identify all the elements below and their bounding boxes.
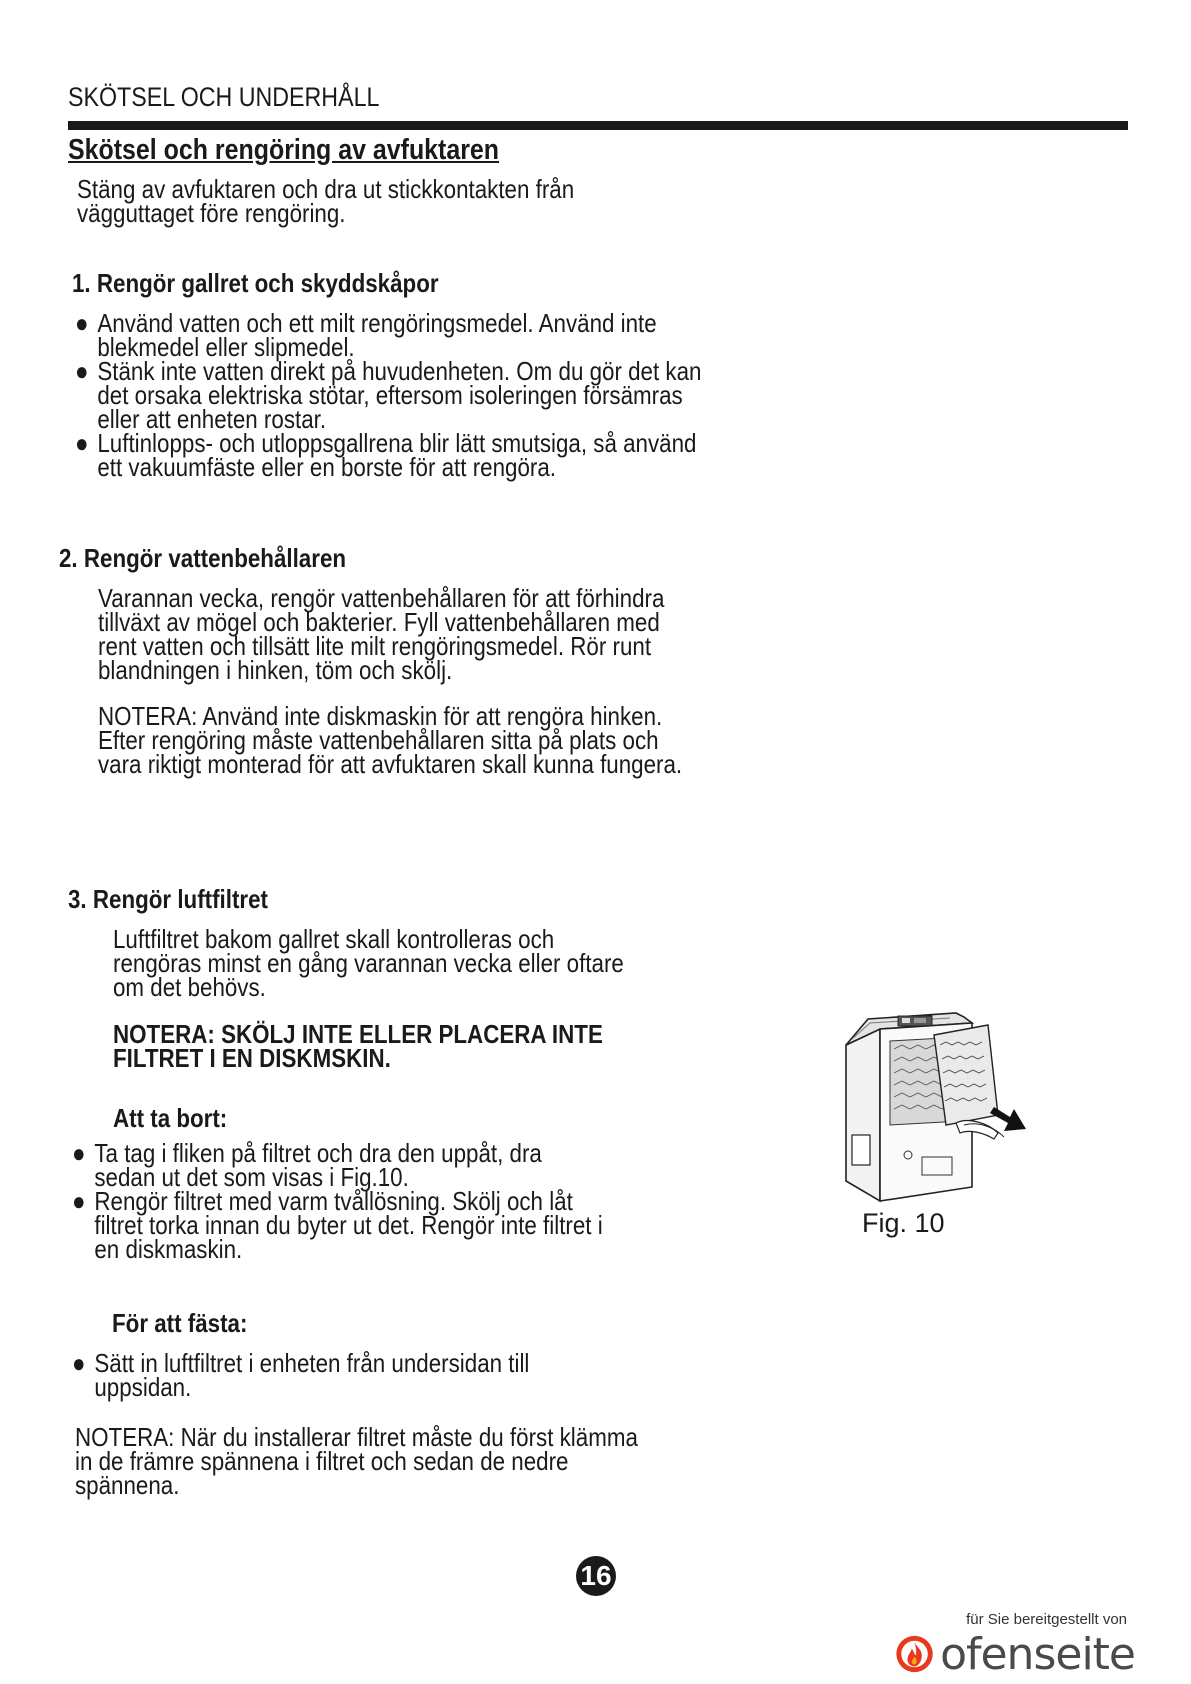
bullet-text: Luftinlopps- och utloppsgallrena blir lätt smutsiga, så använd [97, 428, 697, 458]
bullet-text: eller att enheten rostar. [97, 404, 327, 434]
dehumidifier-filter-illustration [838, 1005, 1028, 1205]
text-line: rengöras minst en gång varannan vecka eller oftare [113, 948, 624, 978]
bullet-dot: ● [72, 1138, 86, 1168]
remove-bullet [72, 1138, 542, 1192]
text-line: Varannan vecka, rengör vattenbehållaren för att förhindra [98, 583, 665, 613]
section2-note [98, 701, 683, 779]
page-number: 16 [576, 1556, 616, 1596]
text-line: FILTRET I EN DISKMSKIN. [113, 1043, 391, 1073]
bullet-text: Sätt in luftfiltret i enheten från undersidan till [94, 1348, 530, 1378]
final-note [75, 1422, 638, 1500]
page-title: Skötsel och rengöring av avfuktaren [68, 134, 500, 166]
bullet-text: filtret torka innan du byter ut det. Rengör inte filtret i [94, 1210, 603, 1240]
text-line: Efter rengöring måste vattenbehållaren sitta på plats och [98, 725, 659, 755]
remove-bullet [72, 1186, 603, 1264]
brand-logo [895, 1628, 1135, 1680]
section1-bullet [75, 356, 702, 434]
bullet-text: Använd vatten och ett milt rengöringsmedel. Använd inte [97, 308, 657, 338]
text-line: vara riktigt monterad för att avfuktaren skall kunna fungera. [98, 749, 683, 779]
bullet-text: sedan ut det som visas i Fig.10. [94, 1162, 409, 1192]
text-line: rent vatten och tillsätt lite milt rengöringsmedel. Rör runt [98, 631, 652, 661]
text-line: NOTERA: När du installerar filtret måste du först klämma [75, 1422, 638, 1452]
bullet-dot: ● [75, 356, 89, 386]
section1-bullet [75, 308, 657, 362]
bullet-text: det orsaka elektriska stötar, eftersom isoleringen försämras [97, 380, 683, 410]
text-line: blandningen i hinken, töm och skölj. [98, 655, 453, 685]
text-line: spännena. [75, 1470, 180, 1500]
remove-heading: Att ta bort: [113, 1103, 228, 1133]
bullet-text: Ta tag i fliken på filtret och dra den uppåt, dra [94, 1138, 542, 1168]
section1-bullet [75, 428, 697, 482]
header-rule [68, 121, 1128, 130]
bullet-dot: ● [75, 308, 89, 338]
text-line: tillväxt av mögel och bakterier. Fyll vattenbehållaren med [98, 607, 660, 637]
bullet-text: Stänk inte vatten direkt på huvudenheten. Om du gör det kan [97, 356, 702, 386]
intro-line: Stäng av avfuktaren och dra ut stickkontakten från [77, 174, 575, 204]
bullet-text: blekmedel eller slipmedel. [97, 332, 355, 362]
text-line: om det behövs. [113, 972, 266, 1002]
intro-line: vägguttaget före rengöring. [77, 198, 346, 228]
text-line: Luftfiltret bakom gallret skall kontrolleras och [113, 924, 555, 954]
bullet-dot: ● [75, 428, 89, 458]
bullet-text: uppsidan. [94, 1372, 192, 1402]
section3-paragraph [113, 924, 624, 1002]
text-line: NOTERA: Använd inte diskmaskin för att rengöra hinken. [98, 701, 663, 731]
section3-warning [113, 1019, 603, 1073]
brand-name: ofenseite [940, 1628, 1135, 1680]
section2-paragraph [98, 583, 665, 685]
bullet-text: Rengör filtret med varm tvållösning. Skölj och låt [94, 1186, 573, 1216]
flame-logo-icon [895, 1626, 934, 1682]
attach-heading: För att fästa: [112, 1308, 248, 1338]
attach-bullet [72, 1348, 530, 1402]
figure-caption: Fig. 10 [862, 1208, 945, 1238]
text-line: in de främre spännena i filtret och sedan de nedre [75, 1446, 569, 1476]
text-line: NOTERA: SKÖLJ INTE ELLER PLACERA INTE [113, 1019, 603, 1049]
bullet-dot: ● [72, 1348, 86, 1378]
bullet-dot: ● [72, 1186, 86, 1216]
provider-credit: für Sie bereitgestellt von [966, 1611, 1127, 1628]
section3-heading: 3. Rengör luftfiltret [68, 884, 269, 914]
bullet-text: en diskmaskin. [94, 1234, 243, 1264]
intro-paragraph [77, 174, 575, 228]
section-label: SKÖTSEL OCH UNDERHÅLL [68, 82, 380, 112]
section1-heading: 1. Rengör gallret och skyddskåpor [72, 268, 439, 298]
section2-heading: 2. Rengör vattenbehållaren [59, 543, 347, 573]
bullet-text: ett vakuumfäste eller en borste för att rengöra. [97, 452, 556, 482]
